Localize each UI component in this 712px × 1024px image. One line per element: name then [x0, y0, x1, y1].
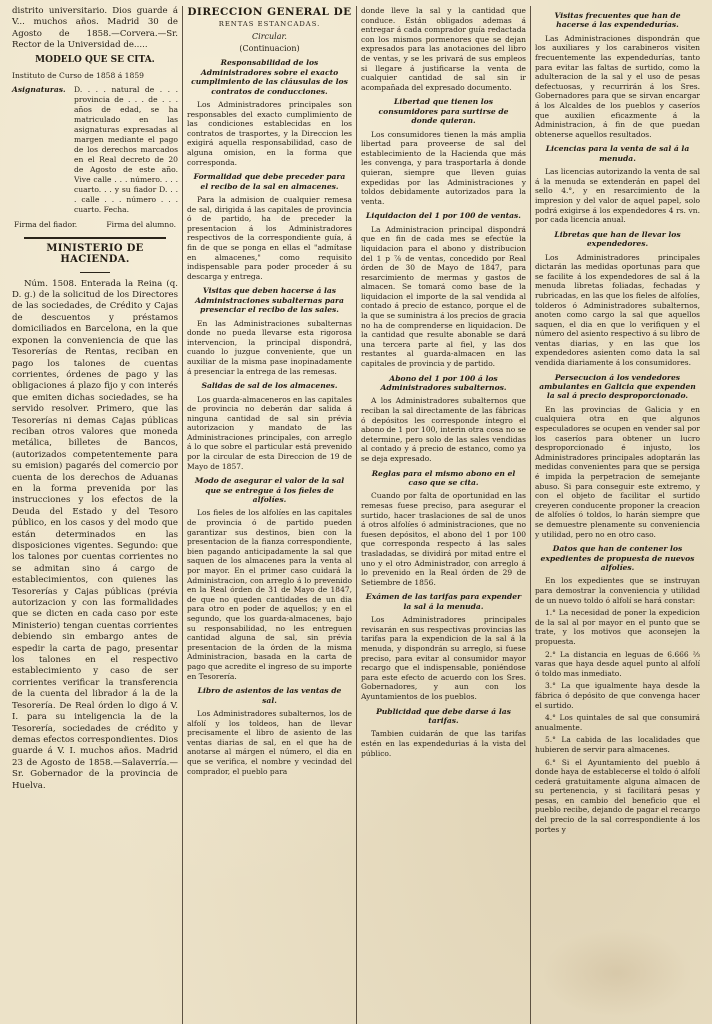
section-heading: Libro de asientos de las ventas de sal.	[197, 686, 342, 705]
section-heading: Liquidacion del 1 por 100 de ventas.	[366, 211, 521, 221]
section-text: En las Administraciones subalternas donde no pueda llevarse esta rigorosa intervencion, la principal dispondrá, cuando lo juzgue conveniente, que un auxiliar de la misma pase inopinadamente á presenciar la entrega de las remesas.	[187, 318, 352, 376]
matricula-form	[12, 85, 178, 215]
asignaturas-label: Asignaturas.	[12, 85, 66, 95]
section-heading: Exámen de las tarifas para expender la sal á la menuda.	[365, 592, 522, 611]
signature-alumno: Firma del alumno.	[106, 220, 176, 230]
section-heading: Libretas que han de llevar los expendedores.	[554, 229, 681, 249]
section-text: Las Administraciones dispondrán que los auxiliares y los carabineros visiten frecuentemente las expendedurías, tanto para evitar las faltas de surtido, como la adulteracion de la sal y el uso de pesas defectuosas, y recurrirán á los Sres. Gobernadores para que se sirvan encargar á los Alcaldes de los pueblos y caseríos que auxilien eficazmente á la Administracion, á fin de que puedan obtenerse aquellos resultados.	[535, 33, 700, 139]
section-text: Los consumidores tienen la más amplia libertad para proveerse de sal del establecimiento de la Hacienda que más les convenga, y para trasportarla á donde quieran, siempre que lleven guias expedidas por las Administraciones y toldos debidamente autorizados para la venta.	[361, 129, 526, 206]
list-item: 2.° La distancia en leguas de 6.666 ⅔ varas que haya desde aquel punto al alfolí ó toldo mas inmediato.	[535, 649, 700, 678]
section-heading: Abono del 1 por 100 á los Administradores subalternos.	[380, 373, 507, 393]
section-divider	[24, 237, 166, 239]
section-text: Los Administradores principales revisarán en sus respectivas provincias las tarifas para la expendicion de la sal á la menuda, y dispondrán su arreglo, si fuese preciso, para evitar al consumidor mayor recargo que el indispensable, poniéndose para este efecto de acuerdo con los Sres. Gobernadores, y aun con los Ayuntamientos de los pueblos.	[361, 615, 526, 701]
section-text: En los expedientes que se instruyan para demostrar la conveniencia y utilidad de un nuevo toldo ó alfolí se hará constar:	[535, 576, 700, 605]
signature-fiador: Firma del fiador.	[14, 220, 78, 230]
section-text: Los Administradores principales son responsables del exacto cumplimiento de las condiciones establecidas en los contratos de trasportes, y la Direccion les exigirá aquella responsabilidad, caso de alguna omision, en la forma que corresponda.	[187, 100, 352, 167]
modelo-title: MODELO QUE SE CITA.	[35, 54, 155, 65]
list-item: 3.° La que igualmente haya desde la fábrica ó depósito de que convenga hacer el surtido.	[535, 681, 700, 710]
section-heading: Persecucion á los vendedores ambulantes en Galicia que expenden la sal á precio desproporcionado.	[539, 372, 696, 401]
section-text: La Administracion principal dispondrá que en fin de cada mes se efectúe la liquidacion para el abono y distribucion del 1 p ⅞ de ventas, concedido por Real órden de 30 de Mayo de 1847, para resarcimiento de mermas y gastos de almacen. Se tomará como base de la liquidacion el importe de la sal vendida al contado á precio de estanco, porque el de la que se suministra á los precios de gracia no ha de comprenderse en liquidacion. De la cantidad que resulte abonable se dará una tercera parte al fiel, y las dos restantes al guarda-almacen en las capitales de provincia y de partido.	[361, 224, 526, 369]
column-3	[356, 6, 530, 1024]
circular-label: Circular.	[252, 32, 287, 42]
direccion-title: DIRECCION GENERAL DE	[187, 6, 352, 18]
columns-container	[8, 6, 706, 1024]
continuacion-label: (Continuacion)	[239, 43, 300, 53]
column-1	[8, 6, 182, 1024]
section-text: A los Administradores subalternos que reciban la sal directamente de las fábricas ó depósitos les corresponde íntegro el abono de 1 por 100, interin otra cosa no se determine, pero solo de las sales vendidas al contado y á precio de estanco, como ya se deja expresado.	[361, 396, 526, 463]
ministerio-title: MINISTERIO DE HACIENDA.	[46, 242, 144, 266]
section-text: En las provincias de Galicia y en cualquiera otra en que algunos especuladores se ocupen en vender sal por los caseríos para obtener un lucro desproporcionado é injusto, los Administradores principales adoptarán las medidas convenientes para que se persiga é impida la perpetracion de semejante abuso. Si para conseguir este extremo, y con el objeto de facilitar el surtido creyeren conducente proponer la creacion de alfolíes ó toldos, lo harán siempre que se demuestre plenamente su conveniencia y utilidad, pero no en otro caso.	[535, 404, 700, 539]
section-heading: Formalidad que debe preceder para el recibo de la sal en almacenes.	[193, 172, 346, 191]
top-text: distrito universitario. Dios guarde á V... muchos años. Madrid 30 de Agosto de 1858.—Corvera.—Sr. Rector de la Universidad de.....	[12, 6, 178, 51]
section-heading: Publicidad que debe darse á las tarifas.	[376, 706, 511, 725]
section-heading: Visitas que deben hacerse á las Administraciones subalternas para presenciar el recibo de las sales.	[195, 286, 344, 315]
list-item: 1.° La necesidad de poner la expedicion de la sal al por mayor en el punto que se trate, y los motivos que aconsejen la propuesta.	[535, 608, 700, 646]
section-text: Los Administradores principales dictarán las medidas oportunas para que se facilite á los expendedores de sal á la menuda libretas foliadas, fechadas y rubricadas, en las que los fieles de alfolíes, tolderos ó Administradores subalternos, anoten como cargo la sal que aquellos saquen, el dia en que lo verifiquen y el número del asiento respectivo á su libro de ventas diarias, y en las que los expendedores asienten como data la sal vendida diariamente á los consumidores.	[535, 252, 700, 368]
section-text: Las licencias autorizando la venta de sal á la menuda se extenderán en papel del sello 4.°, y en resarcimiento de la impresion y del valor de aquel papel, solo podrá exigirse á los expendedores 4 rs. vn. por cada licencia anual.	[535, 167, 700, 225]
section-text: donde lleve la sal y la cantidad que conduce. Están obligados ademas á entregar á cada comprador guía redactada con los mismos pormenores que se dejan expresados para las anotaciones del libro de ventas, y se les privará de sus empleos si llegare á justificarse la venta de cualquier cantidad de sal sin ir acompañada del expresado documento.	[361, 6, 526, 92]
column-4	[530, 6, 704, 1024]
direccion-subtitle: RENTAS ESTANCADAS.	[218, 19, 321, 28]
section-heading: Libertad que tienen los consumidores para surtirse de donde quieran.	[378, 97, 509, 126]
list-item: 6.° Si el Ayuntamiento del pueblo á donde haya de establecerse el toldo ó alfolí cederá gratuitamente alguna almacen de su pertenencia, y si facilitará pesas y pesas, en cambio del beneficio que el pueblo recibe, dejando de pagar el recargo del precio de la sal correspondiente á los portes y	[535, 757, 700, 834]
section-heading: Licencias para la venta de sal á la menuda.	[545, 144, 690, 163]
list-item: 4.° Los quintales de sal que consumirá anualmente.	[535, 713, 700, 732]
form-text: D. . . . natural de . . . provincia de . . . de . . . años de edad, se ha matriculado en las asignaturas expresadas al margen mediante el pago de los derechos marcados en el Real decreto de 20 de Agosto de este año. Vive calle . . . número. . . . cuarto. . . y su fiador D. . . . calle . . . número . . . cuarto. Fecha.	[74, 85, 178, 215]
section-heading: Modo de asegurar el valor de la sal que se entregue á los fieles de alfolíes.	[194, 476, 345, 505]
section-heading: Reglas para el mismo abono en el caso que se cita.	[371, 468, 516, 487]
section-text: Los fieles de los alfolíes en las capitales de provincia ó de partido pueden garantizar sus destinos, bien con la presentacion de la fianza correspondiente, bien pagando anticipadamente la sal que saquen de los almacenes para la venta al por mayor. En el primer caso cuidará la Administracion, con arreglo á lo prevenido en la Real órden de 31 de Mayo de 1847, de que no queden cantidades de un dia para otro en poder de aquellos; y en el segundo, que los guarda-almacenes, bajo su responsabilidad, no les entreguen cantidad alguna de sal, sin prévia presentacion de la órden de la misma Administracion, basada en la carta de pago que acredite el ingreso de su importe en Tesorería.	[187, 508, 352, 681]
list-item: 5.° La cabida de las localidades que hubieren de servir para almacenes.	[535, 735, 700, 754]
section-text: Tambien cuidarán de que las tarifas estén en las expendedurias á la vista del público.	[361, 729, 526, 758]
section-text: Los guarda-almaceneros en las capitales de provincia no deberán dar salida á ninguna cantidad de sal sin prévia autorizacion y mandato de las Administraciones principales, con arreglo á lo que sobre el particular está prevenido por la circular de esta Direccion de 19 de Mayo de 1857.	[187, 394, 352, 471]
ministerio-body: Núm. 1508. Enterada la Reina (q. D. g.) de la solicitud de los Directores de las sociedades, de Crédito y Cajas de descuentos y préstamos domiciliados en Barcelona, en la que exponen la conveniencia de que las Tesorerías de Rentas, reciban en pago los talones de cuentas corrientes, órdenes de pago y las obligaciones á plazo fijo y con interés que emiten dichas sociedades, se ha servido resolver. Primero, que las Tesorerías ni demas Cajas públicas reciban otros valores que moneda metálica, billetes de Bancos, (autorizados competentemente para su emision) pagarés del comercio por cuenta de los derechos de Aduanas en la forma prevenida por las instrucciones y los efectos de la Deuda del Estado y del Tesoro público, en los casos y del modo que están determinados en las disposiciones vigentes. Segundo: que los talones por cuentas corrientes no se admitan sino á cargo de establecimientos, con quienes las Tesorerías y Cajas públicas (prévia autorizacion y con las formalidades que se dicten en cada caso por este Ministerio) tengan cuentas corrientes debiendo sin embargo antes de espedir la carta de pago, presentar los talones en el respectivo establecimiento y caso de ser corrientes verificar la transferencia de la cuenta del librador á la de la Tesorería. De Real órden lo digo á V. I. para su inteligencia la de la Tesorería, sociedades de crédito y demas efectos correspondientes. Dios guarde á V. I. muchos años. Madrid 23 de Agosto de 1858.—Salaverría.—Sr. Gobernador de la provincia de Huelva.	[12, 278, 178, 791]
section-heading: Visitas frecuentes que han de hacerse á las expendedurías.	[554, 11, 681, 30]
section-text: Los Administradores subalternos, los de alfolí y los toldeos, han de llevar precisamente el libro de asiento de las ventas diarias de sal, en el que ha de anotarse al márgen el número, el dia en que se verifica, el nombre y vecindad del comprador, el pueblo para	[187, 708, 352, 776]
column-2	[182, 6, 356, 1024]
title-underline	[80, 272, 110, 273]
instituto-line: Instituto de Curso de 1858 á 1859	[12, 71, 145, 81]
section-heading: Salidas de sal de los almacenes.	[201, 381, 338, 391]
section-text: Para la admision de cualquier remesa de sal, dirigida á las capitales de provincia ó de partido, ha de preceder la presentacion á los Administradores respectivos de la correspondiente guía, á fin de que se ponga en ellas el "admítase en almacenes," como requisito indispensable para poder proceder á su descarga y entrega.	[187, 194, 352, 281]
section-text: Cuando por falta de oportunidad en las remesas fuese preciso, para asegurar el surtido, hacer traslaciones de sal de unos á otros alfolíes ó administraciones, que no fuesen depósitos, el abono del 1 por 100 que corresponda respecto á las sales trasladadas, se dividirá por mitad entre el uno y el otro Administrador, con arreglo á lo prevenido en la Real órden de 29 de Setiembre de 1856.	[361, 491, 526, 587]
signature-row	[14, 219, 176, 230]
section-heading: Responsabilidad de los Administradores sobre el exacto cumplimiento de las cláusulas de los contratos de conducciones.	[191, 58, 348, 96]
section-heading: Datos que han de contener los expedientes de propuesta de nuevos alfolíes.	[540, 544, 695, 572]
